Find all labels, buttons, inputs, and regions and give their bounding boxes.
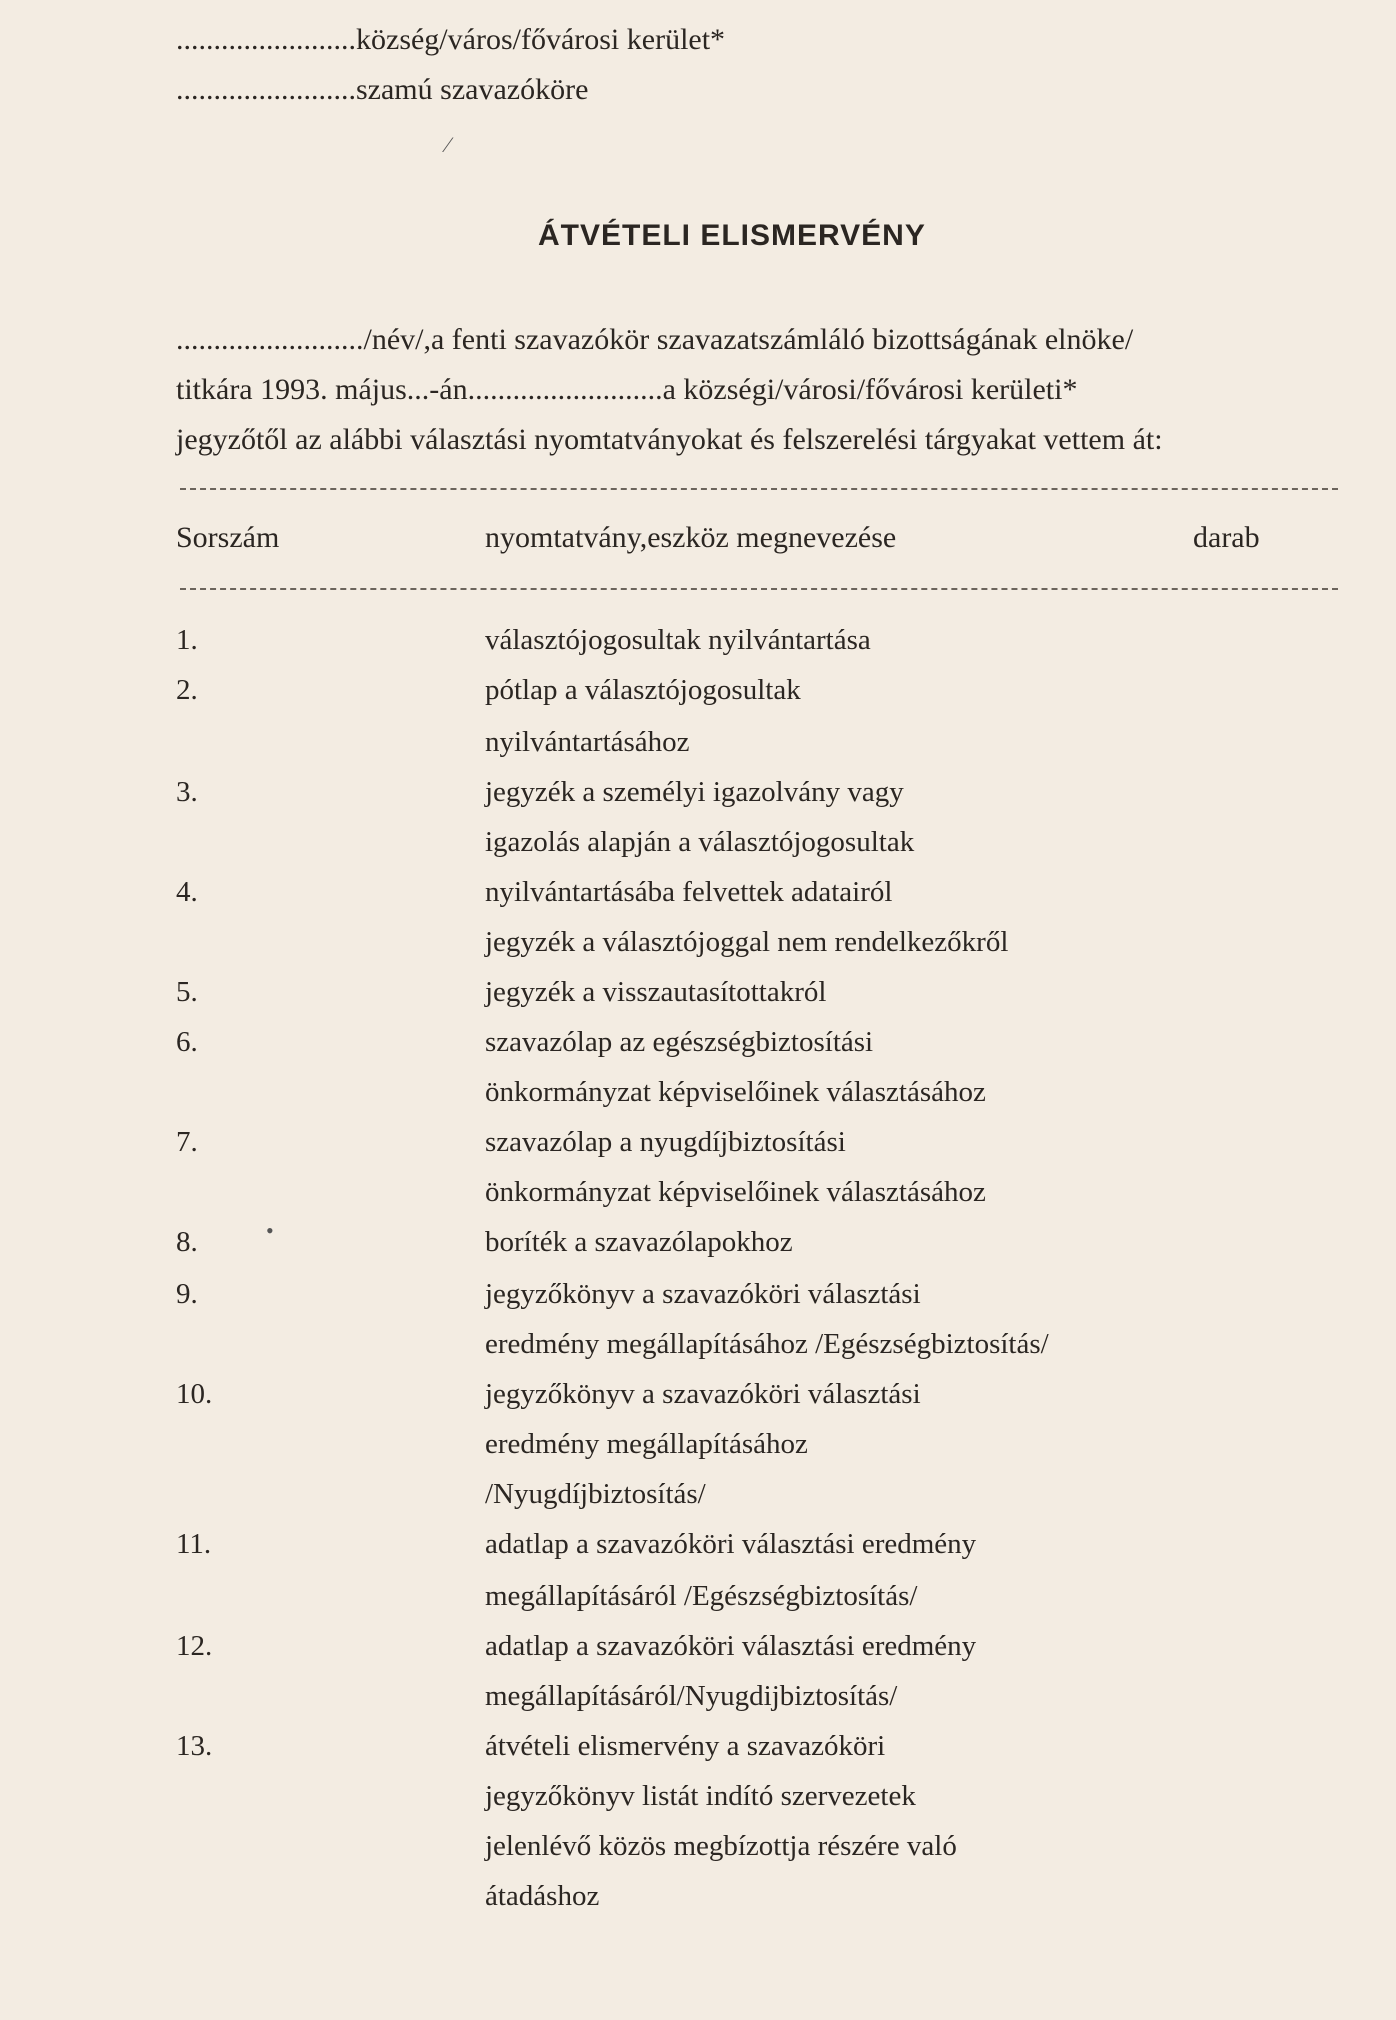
item-line: megállapításáról/Nyugdijbiztosítás/ bbox=[485, 1680, 898, 1712]
item-number: 13. bbox=[176, 1730, 213, 1762]
item-line: igazolás alapján a választójogosultak bbox=[485, 826, 915, 858]
item-number: 4. bbox=[176, 876, 198, 908]
item-number: 2. bbox=[176, 674, 198, 706]
item-line: jegyzék a személyi igazolvány vagy bbox=[485, 776, 904, 808]
item-line: szavazólap a nyugdíjbiztosítási bbox=[485, 1126, 846, 1158]
item-line: jegyzőkönyv a szavazóköri választási bbox=[485, 1378, 921, 1410]
item-number: 7. bbox=[176, 1126, 198, 1158]
intro-line-2: titkára 1993. május...-án..........................a községi/városi/fővárosi kerületi* bbox=[176, 373, 1078, 406]
item-number: 12. bbox=[176, 1630, 213, 1662]
column-header-name: nyomtatvány,eszköz megnevezése bbox=[485, 521, 897, 554]
stray-dot: • bbox=[266, 1218, 274, 1243]
item-number: 9. bbox=[176, 1278, 198, 1310]
item-line: önkormányzat képviselőinek választásához bbox=[485, 1176, 986, 1208]
item-number: 10. bbox=[176, 1378, 213, 1410]
item-line: megállapításáról /Egészségbiztosítás/ bbox=[485, 1580, 918, 1612]
item-number: 5. bbox=[176, 976, 198, 1008]
intro-line-3: jegyzőtől az alábbi választási nyomtatványokat és felszerelési tárgyakat vettem át: bbox=[176, 423, 1163, 456]
municipality-line: ........................község/város/fővárosi kerület* bbox=[176, 23, 726, 56]
item-line: eredmény megállapításához bbox=[485, 1428, 808, 1460]
item-line: jelenlévő közös megbízottja részére való bbox=[485, 1830, 957, 1862]
item-number: 1. bbox=[176, 624, 198, 656]
item-line: átadáshoz bbox=[485, 1880, 600, 1912]
column-header-number: Sorszám bbox=[176, 521, 280, 554]
item-number: 6. bbox=[176, 1026, 198, 1058]
item-line: adatlap a szavazóköri választási eredmény bbox=[485, 1528, 977, 1560]
table-top-divider bbox=[180, 488, 1338, 490]
item-line: választójogosultak nyilvántartása bbox=[485, 624, 871, 656]
column-header-count: darab bbox=[1193, 521, 1260, 554]
item-line: átvételi elismervény a szavazóköri bbox=[485, 1730, 886, 1762]
item-number: 11. bbox=[176, 1528, 212, 1560]
item-line: jegyzék a választójoggal nem rendelkezőkről bbox=[485, 926, 1009, 958]
item-line: pótlap a választójogosultak bbox=[485, 674, 801, 706]
pen-mark: ⁄ bbox=[446, 132, 450, 157]
item-number: 3. bbox=[176, 776, 198, 808]
item-number: 8. bbox=[176, 1226, 198, 1258]
item-line: nyilvántartásához bbox=[485, 726, 690, 758]
item-line: jegyzék a visszautasítottakról bbox=[485, 976, 827, 1008]
item-line: boríték a szavazólapokhoz bbox=[485, 1226, 793, 1258]
document-title: ÁTVÉTELI ELISMERVÉNY bbox=[538, 219, 926, 252]
item-line: eredmény megállapításához /Egészségbiztosítás/ bbox=[485, 1328, 1049, 1360]
item-line: önkormányzat képviselőinek választásához bbox=[485, 1076, 986, 1108]
item-line: nyilvántartásába felvettek adatairól bbox=[485, 876, 893, 908]
item-line: /Nyugdíjbiztosítás/ bbox=[485, 1478, 706, 1510]
item-line: szavazólap az egészségbiztosítási bbox=[485, 1026, 874, 1058]
polling-district-line: ........................szamú szavazóköre bbox=[176, 73, 589, 106]
intro-line-1: ........................./név/,a fenti szavazókör szavazatszámláló bizottságának elnöke/ bbox=[176, 323, 1134, 356]
table-header-divider bbox=[180, 588, 1338, 590]
item-line: jegyzőkönyv a szavazóköri választási bbox=[485, 1278, 921, 1310]
item-line: jegyzőkönyv listát indító szervezetek bbox=[485, 1780, 916, 1812]
item-line: adatlap a szavazóköri választási eredmény bbox=[485, 1630, 977, 1662]
